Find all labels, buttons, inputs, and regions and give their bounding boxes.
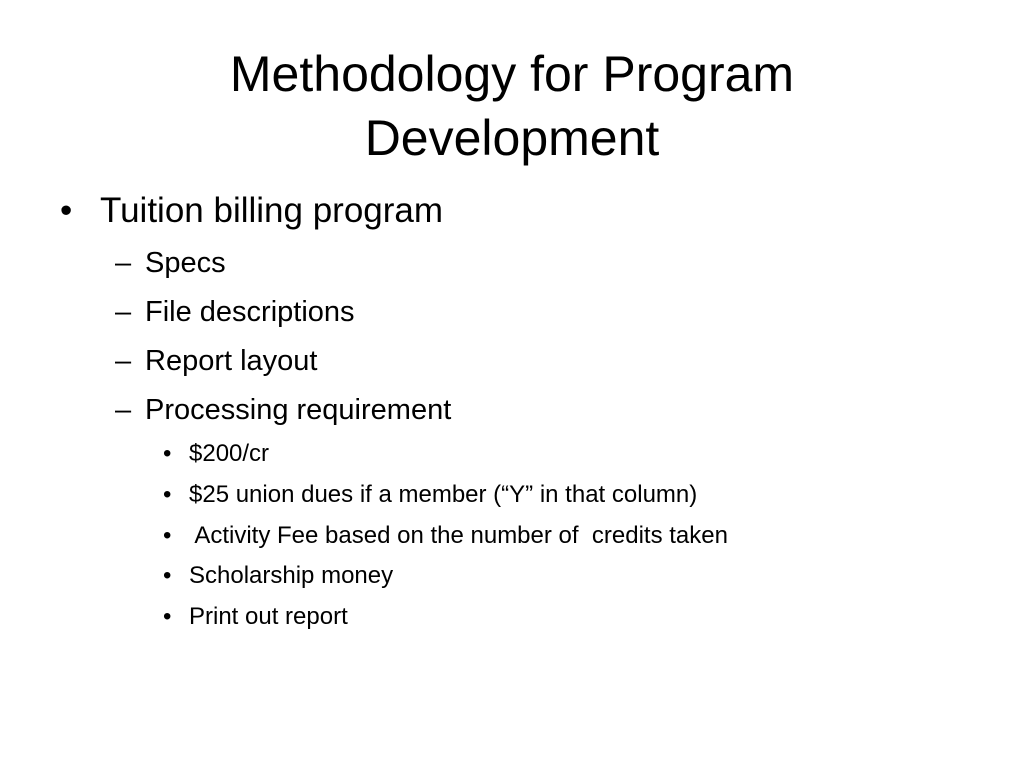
dash-marker: –	[115, 247, 132, 279]
bullet-marker: •	[163, 603, 172, 630]
bullet-marker: •	[163, 562, 172, 589]
sub-sub-item-text: Scholarship money	[189, 562, 394, 589]
sub-sub-item-text: $25 union dues if a member (“Y” in that column)	[189, 481, 698, 508]
sub-item-text: Processing requirement	[145, 394, 452, 426]
sub-sub-item-text: Activity Fee based on the number of credits taken	[189, 522, 728, 549]
bullet-marker: •	[163, 440, 172, 467]
dash-marker: –	[115, 345, 132, 377]
sub-item-text: Specs	[145, 247, 226, 279]
dash-marker: –	[115, 394, 132, 426]
sub-sub-item-text: Print out report	[189, 603, 348, 630]
slide-title-line-2: Development	[364, 110, 660, 166]
bullet-marker: •	[163, 481, 172, 508]
slide-title-line-1: Methodology for Program	[229, 46, 795, 102]
bullet-marker: •	[60, 191, 73, 230]
bullet-text: Tuition billing program	[100, 191, 444, 230]
sub-sub-item-text: $200/cr	[189, 440, 270, 467]
sub-item-text: File descriptions	[145, 296, 355, 328]
bullet-marker: •	[163, 522, 172, 549]
sub-item-text: Report layout	[145, 345, 318, 377]
dash-marker: –	[115, 296, 132, 328]
